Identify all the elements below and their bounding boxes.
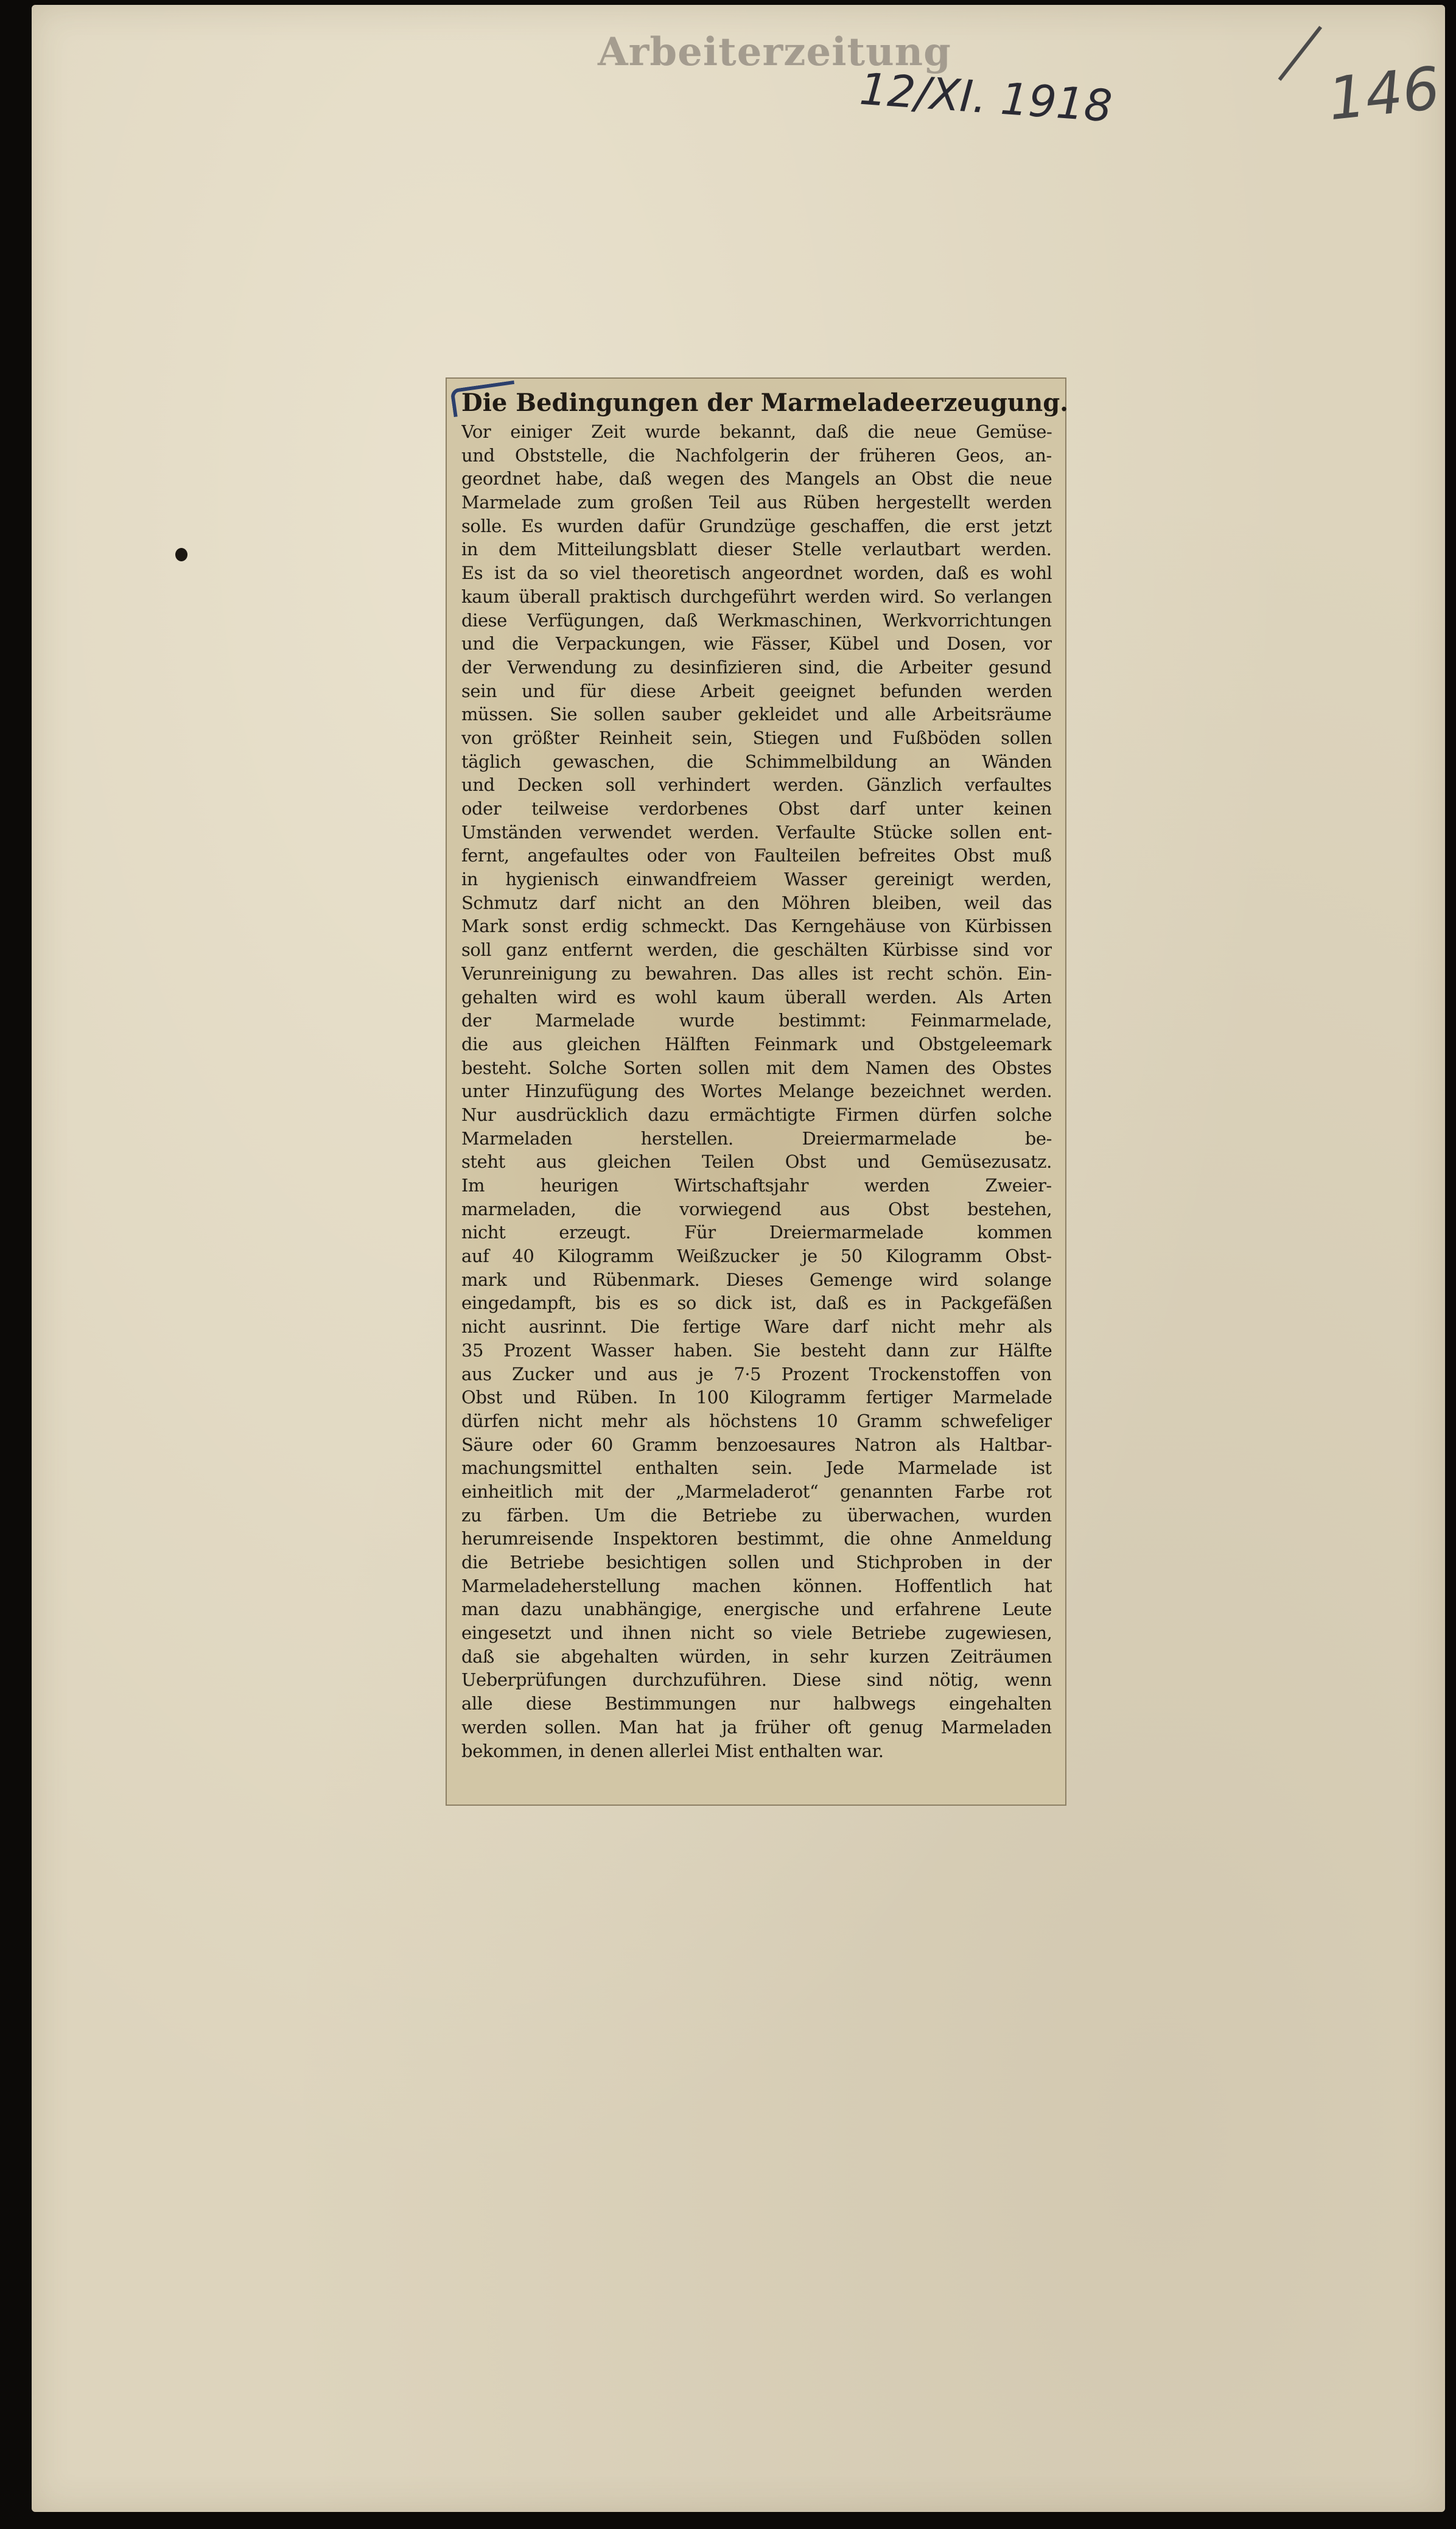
article-line: in dem Mitteilungsblatt dieser Stelle verlautbart werden. xyxy=(461,539,1052,560)
article-line: gehalten wird es wohl kaum überall werden. Als Arten xyxy=(461,986,1052,1008)
article-line: sein und für diese Arbeit geeignet befunden werden xyxy=(461,680,1052,701)
article-line: besteht. Solche Sorten sollen mit dem Namen des Obstes xyxy=(461,1057,1052,1078)
article-line: Im heurigen Wirtschaftsjahr werden Zweier- xyxy=(461,1175,1052,1196)
article-line: müssen. Sie sollen sauber gekleidet und alle Arbeitsräume xyxy=(461,704,1052,725)
article-line: alle diese Bestimmungen nur halbwegs eingehalten xyxy=(461,1693,1052,1714)
article-line: diese Verfügungen, daß Werkmaschinen, Werkvorrichtungen xyxy=(461,609,1052,631)
article-line: geordnet habe, daß wegen des Mangels an Obst die neue xyxy=(461,468,1052,489)
article-line: aus Zucker und aus je 7·5 Prozent Trockenstoffen von xyxy=(461,1363,1052,1384)
article-line: Marmeladeherstellung machen können. Hoffentlich hat xyxy=(461,1575,1052,1596)
article-line: steht aus gleichen Teilen Obst und Gemüsezusatz. xyxy=(461,1151,1052,1173)
article-line: 35 Prozent Wasser haben. Sie besteht dann zur Hälfte xyxy=(461,1339,1052,1361)
article-line: Marmelade zum großen Teil aus Rüben hergestellt werden xyxy=(461,492,1052,513)
article-line: Mark sonst erdig schmeckt. Das Kerngehäuse von Kürbissen xyxy=(461,916,1052,937)
article-line: eingesetzt und ihnen nicht so viele Betriebe zugewiesen, xyxy=(461,1622,1052,1644)
article-line: unter Hinzufügung des Wortes Melange bezeichnet werden. xyxy=(461,1081,1052,1102)
article-line: täglich gewaschen, die Schimmelbildung an Wänden xyxy=(461,751,1052,772)
newspaper-clipping xyxy=(446,377,1069,1806)
folio-number: 146 xyxy=(1325,54,1443,134)
article-line: der Verwendung zu desinfizieren sind, die Arbeiter gesund xyxy=(461,656,1052,678)
article-line: dürfen nicht mehr als höchstens 10 Gramm schwefeliger xyxy=(461,1410,1052,1431)
article-body xyxy=(461,420,1052,1763)
folio-stroke xyxy=(1278,26,1322,80)
article-line: Marmeladen herstellen. Dreiermarmelade be- xyxy=(461,1128,1052,1149)
article-line: marmeladen, die vorwiegend aus Obst bestehen, xyxy=(461,1198,1052,1219)
article-line: machungsmittel enthalten sein. Jede Marmelade ist xyxy=(461,1457,1052,1479)
article-line: der Marmelade wurde bestimmt: Feinmarmelade, xyxy=(461,1010,1052,1031)
article-line: Umständen verwendet werden. Verfaulte Stücke sollen ent- xyxy=(461,821,1052,843)
article-line: und die Verpackungen, wie Fässer, Kübel und Dosen, vor xyxy=(461,633,1052,654)
article-line: Vor einiger Zeit wurde bekannt, daß die neue Gemüse- xyxy=(461,421,1052,442)
article-line: fernt, angefaultes oder von Faulteilen befreites Obst muß xyxy=(461,845,1052,866)
newspaper-stamp: Arbeiterzeitung xyxy=(598,29,951,75)
article-line: Schmutz darf nicht an den Möhren bleiben, weil das xyxy=(461,892,1052,913)
article-line: Verunreinigung zu bewahren. Das alles ist recht schön. Ein- xyxy=(461,963,1052,984)
article-line: soll ganz entfernt werden, die geschälten Kürbisse sind vor xyxy=(461,939,1052,961)
article-line: in hygienisch einwandfreiem Wasser gereinigt werden, xyxy=(461,869,1052,890)
article-line: solle. Es wurden dafür Grundzüge geschaffen, die erst jetzt xyxy=(461,515,1052,536)
article-line: Ueberprüfungen durchzuführen. Diese sind nötig, wenn xyxy=(461,1669,1052,1691)
article-line: Es ist da so viel theoretisch angeordnet worden, daß es wohl xyxy=(461,563,1052,584)
article-line: Säure oder 60 Gramm benzoesaures Natron als Haltbar- xyxy=(461,1434,1052,1455)
handwritten-date: 12/XI. 1918 xyxy=(858,63,1114,132)
article-line: werden sollen. Man hat ja früher oft genug Marmeladen xyxy=(461,1716,1052,1738)
article-line: eingedampft, bis es so dick ist, daß es in Packgefäßen xyxy=(461,1293,1052,1314)
article-line: auf 40 Kilogramm Weißzucker je 50 Kilogramm Obst- xyxy=(461,1246,1052,1267)
article-line: nicht ausrinnt. Die fertige Ware darf nicht mehr als xyxy=(461,1316,1052,1338)
archive-sheet xyxy=(32,5,1445,2512)
article-line: oder teilweise verdorbenes Obst darf unter keinen xyxy=(461,798,1052,819)
article-line: nicht erzeugt. Für Dreiermarmelade kommen xyxy=(461,1222,1052,1243)
article-line: zu färben. Um die Betriebe zu überwachen, wurden xyxy=(461,1504,1052,1526)
article-line: und Obststelle, die Nachfolgerin der früheren Geos, an- xyxy=(461,444,1052,466)
article-line: die Betriebe besichtigen sollen und Stichproben in der xyxy=(461,1552,1052,1573)
article-line: Nur ausdrücklich dazu ermächtigte Firmen dürfen solche xyxy=(461,1104,1052,1125)
article-line: einheitlich mit der „Marmeladerot“ genannten Farbe rot xyxy=(461,1481,1052,1502)
article-line: und Decken soll verhindert werden. Gänzlich verfaultes xyxy=(461,774,1052,796)
article-line: mark und Rübenmark. Dieses Gemenge wird solange xyxy=(461,1269,1052,1290)
article-line: die aus gleichen Hälften Feinmark und Obstgeleemark xyxy=(461,1033,1052,1054)
article-line: Obst und Rüben. In 100 Kilogramm fertiger Marmelade xyxy=(461,1387,1052,1408)
article-headline: Die Bedingungen der Marmeladeerzeugung. xyxy=(461,388,1069,417)
article-line: von größter Reinheit sein, Stiegen und Fußböden sollen xyxy=(461,727,1052,748)
article-line: bekommen, in denen allerlei Mist enthalten war. xyxy=(461,1740,884,1761)
article-line: herumreisende Inspektoren bestimmt, die ohne Anmeldung xyxy=(461,1528,1052,1549)
article-line: kaum überall praktisch durchgeführt werden wird. So verlangen xyxy=(461,586,1052,607)
article-line: man dazu unabhängige, energische und erfahrene Leute xyxy=(461,1599,1052,1620)
article-line: daß sie abgehalten würden, in sehr kurzen Zeiträumen xyxy=(461,1646,1052,1667)
punch-hole xyxy=(175,548,187,561)
